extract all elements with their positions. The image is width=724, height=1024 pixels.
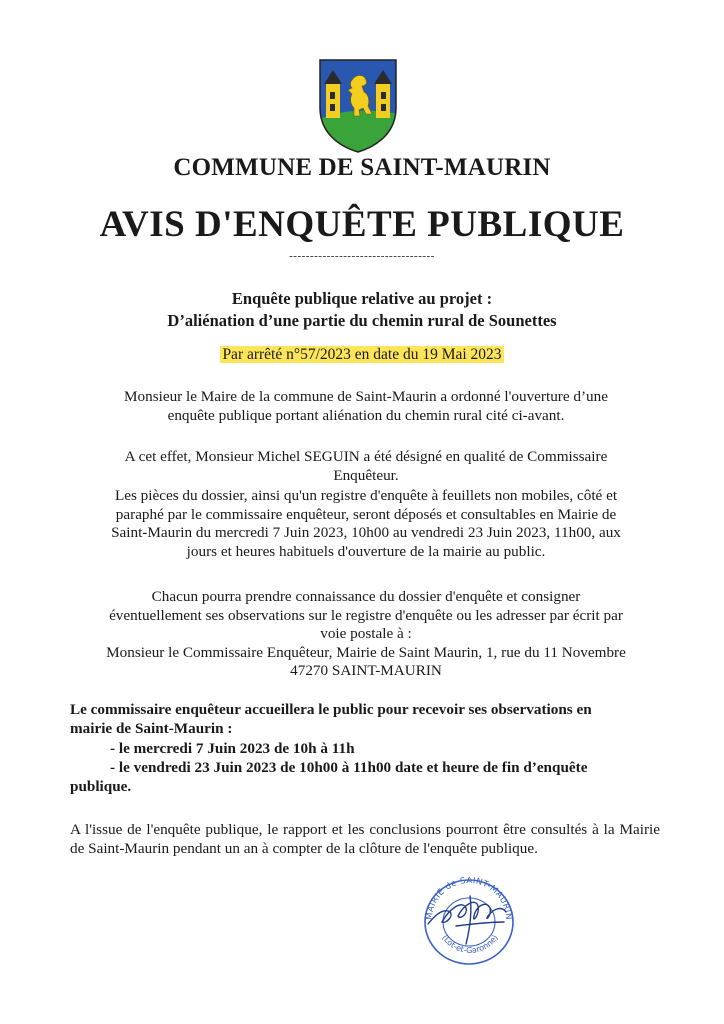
permanence-intro-line-2: mairie de Saint-Maurin : bbox=[70, 720, 233, 737]
p4-line-3: voie postale à : bbox=[320, 625, 412, 643]
notice-title: AVIS D'ENQUÊTE PUBLIQUE bbox=[99, 204, 625, 245]
paragraph-commissioner bbox=[68, 448, 664, 485]
permanence-item-2-cont: publique. bbox=[70, 778, 132, 795]
stamp-bottom-text: (Lot-et-Garonne) bbox=[440, 933, 500, 955]
paragraph-opening bbox=[68, 388, 664, 425]
p4-line-1: Chacun pourra prendre connaissance du dossier d'enquête et consigner bbox=[151, 588, 581, 605]
svg-text:(Lot-et-Garonne) bbox=[440, 933, 500, 955]
permanence-list bbox=[70, 739, 660, 796]
permanence-item-1: - le mercredi 7 Juin 2023 de 10h à 11h bbox=[110, 740, 355, 757]
p4-line-4: Monsieur le Commissaire Enquêteur, Mairie de Saint Maurin, 1, rue du 11 Novembre bbox=[106, 643, 626, 661]
subject-heading bbox=[0, 288, 724, 332]
p1-line-1: Monsieur le Maire de la commune de Saint-Maurin a ordonné l'ouverture d’une bbox=[124, 388, 608, 405]
title-separator: ----------------------------------- bbox=[289, 250, 435, 262]
coat-of-arms-logo bbox=[318, 58, 398, 154]
paragraph-documents bbox=[68, 487, 664, 561]
p3-line-4: jours et heures habituels d'ouverture de la mairie au public. bbox=[186, 542, 546, 560]
p3-line-3: Saint-Maurin du mercredi 7 Juin 2023, 10h00 au vendredi 23 Juin 2023, 11h00, aux bbox=[111, 524, 621, 542]
p1-line-2: enquête publique portant aliénation du chemin rural cité ci-avant. bbox=[167, 406, 565, 424]
mairie-stamp bbox=[410, 866, 528, 970]
permanence-intro bbox=[70, 700, 660, 738]
stamp-top-text: MAIRIE de SAINT-MAURIN bbox=[424, 875, 514, 921]
permanence-intro-line-1: Le commissaire enquêteur accueillera le public pour recevoir ses observations en bbox=[70, 701, 592, 718]
paragraph-conclusion: A l'issue de l'enquête publique, le rapport et les conclusions pourront être consultés à la Mairie de Saint-Maurin pendant un an à compter de la clôture de l'enquête publique. bbox=[70, 821, 660, 857]
permanence-item-2: - le vendredi 23 Juin 2023 de 10h00 à 11h00 date et heure de fin d’enquête bbox=[110, 759, 588, 776]
p4-line-5: 47270 SAINT-MAURIN bbox=[290, 662, 442, 680]
subject-line-2: D’aliénation d’une partie du chemin rural de Sounettes bbox=[167, 311, 557, 330]
p2-line-2: Enquêteur. bbox=[333, 466, 399, 484]
p3-line-1: Les pièces du dossier, ainsi qu'un registre d'enquête à feuillets non mobiles, côté et bbox=[114, 487, 618, 504]
arrete-reference bbox=[0, 346, 724, 364]
p4-line-2: éventuellement ses observations sur le registre d'enquête ou les adresser par écrit par bbox=[109, 606, 623, 624]
arrete-highlight: Par arrêté n°57/2023 en date du 19 Mai 2023 bbox=[222, 346, 502, 363]
paragraph-observations bbox=[68, 588, 664, 681]
p2-line-1: A cet effet, Monsieur Michel SEGUIN a été désigné en qualité de Commissaire bbox=[124, 448, 608, 465]
commune-name: COMMUNE DE SAINT-MAURIN bbox=[173, 154, 551, 181]
subject-line-1: Enquête publique relative au projet : bbox=[231, 289, 493, 308]
p3-line-2: paraphé par le commissaire enquêteur, seront déposés et consultables en Mairie de bbox=[115, 505, 617, 523]
